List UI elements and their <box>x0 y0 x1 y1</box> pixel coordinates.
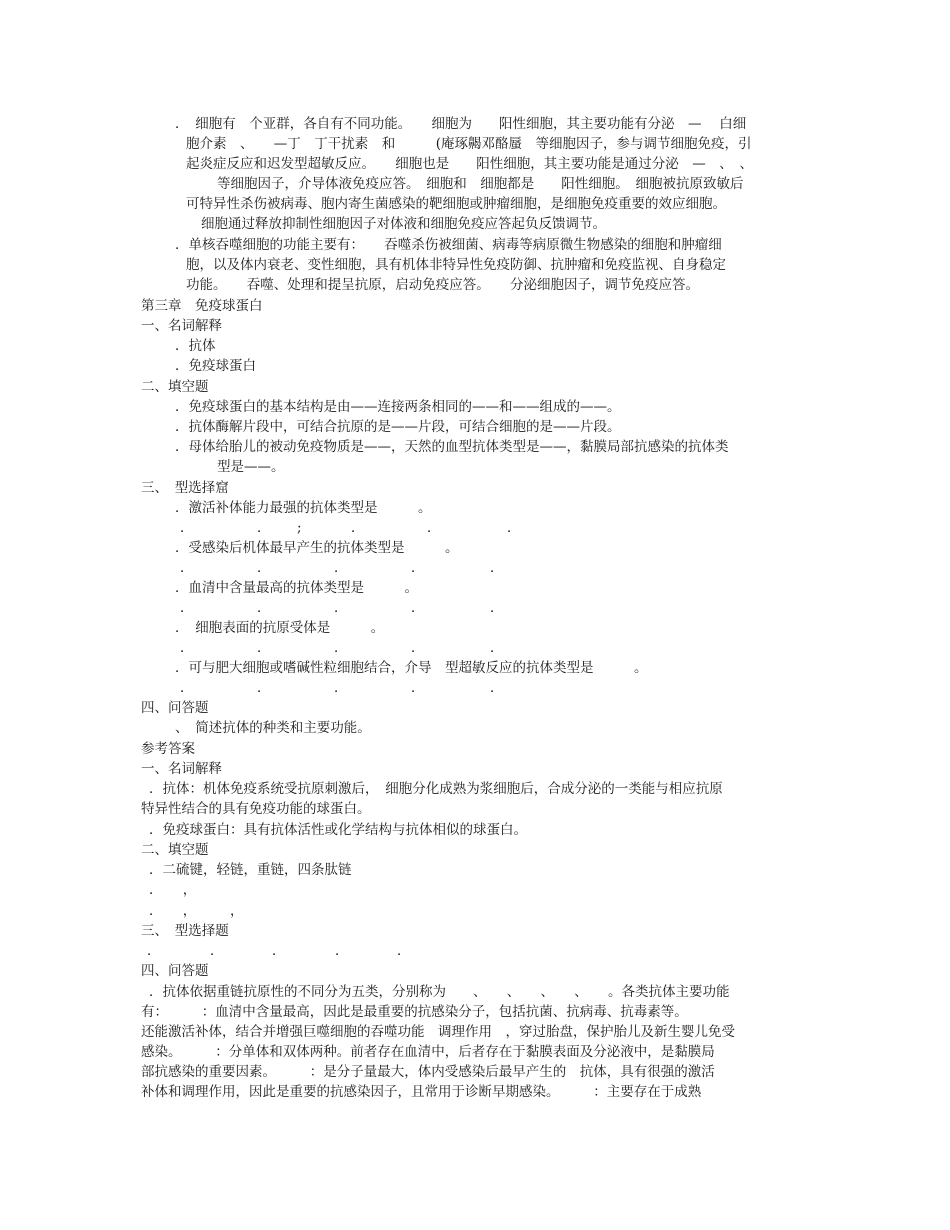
option-markers: ． ． ． ． ． <box>180 600 504 616</box>
question-item: ．受感染后机体最早产生的抗体类型是 。 <box>175 540 459 556</box>
option-markers: ． ． ． ． ． <box>147 943 411 959</box>
body-line: 功能。 吞噬、处理和提呈抗原，启动免疫应答。 分泌细胞因子，调节免疫应答。 <box>186 277 699 293</box>
body-line: 胞介素 、 —丁 丁干扰素 和 (庵琢齃邓酪蜃 等细胞因子，参与调节细胞免疫，引 <box>186 136 752 152</box>
question-item: ．免疫球蛋白 <box>175 358 256 374</box>
question-item: ．母体给胎儿的被动免疫物质是——，天然的血型抗体类型是——，黏膜局部抗感染的抗体类 <box>175 439 729 455</box>
answer-line: ． ， ， <box>149 903 244 919</box>
question-item: ．激活补体能力最强的抗体类型是 。 <box>175 500 432 516</box>
body-line: 胞，以及体内衰老、变性细胞，具有机体非特异性免疫防御、抗肿瘤和免疫监视、自身稳定 <box>186 257 726 273</box>
question-item: 、 简述抗体的种类和主要功能。 <box>175 720 371 736</box>
question-item: 型是——。 <box>217 459 285 475</box>
answer-line: 感染。 ：分单体和双体两种。前者存在血清中，后者存在于黏膜表面及分泌液中，是黏膜局 <box>141 1044 715 1060</box>
answer-line: ．抗体：机体免疫系统受抗原刺激后， 细胞分化成熟为浆细胞后，合成分泌的一类能与相应抗原 <box>149 781 723 797</box>
section-heading: 四、问答题 <box>141 700 209 716</box>
body-line: 起炎症反应和迟发型超敏反应。 细胞也是 阳性细胞，其主要功能是通过分泌 — 、 、 <box>186 156 753 172</box>
answer-line: 有： ：血清中含量最高，因此是最重要的抗感染分子，包括抗菌、抗病毒、抗毒素等。 <box>141 1004 688 1020</box>
body-line: 等细胞因子，介导体液免疫应答。 细胞和 细胞都是 阳性细胞。 细胞被抗原致敏后 <box>217 176 744 192</box>
option-markers: ． ． ; ． ． ． <box>180 520 521 536</box>
answer-line: ．免疫球蛋白：具有抗体活性或化学结构与抗体相似的球蛋白。 <box>149 822 527 838</box>
answers-title: 参考答案 <box>141 741 195 757</box>
section-heading: 一、名词解释 <box>141 761 222 777</box>
question-item: ．抗体 <box>175 338 216 354</box>
option-markers: ． ． ． ． ． <box>180 640 504 656</box>
section-heading: 三、 型选择窟 <box>141 480 229 496</box>
answer-line: 补体和调理作用，因此是重要的抗感染因子，且常用于诊断早期感染。 ：主要存在于成熟 <box>141 1084 702 1100</box>
body-line: 可特异性杀伤被病毒、胞内寄生菌感染的靶细胞或肿瘤细胞，是细胞免疫重要的效应细胞。 <box>186 196 726 212</box>
body-line: ．单核吞噬细胞的功能主要有： 吞噬杀伤被细菌、病毒等病原微生物感染的细胞和肿瘤细 <box>175 237 722 253</box>
question-item: ．血清中含量最高的抗体类型是 。 <box>175 580 418 596</box>
answer-line: 部抗感染的重要因素。 ：是分子量最大，体内受感染后最早产生的 抗体，具有很强的激活 <box>141 1064 715 1080</box>
section-heading: 一、名词解释 <box>141 318 222 334</box>
answer-line: ．二硫键，轻链，重链，四条肽链 <box>149 862 352 878</box>
question-item: ． 细胞表面的抗原受体是 。 <box>175 620 385 636</box>
answer-line: ．抗体依据重链抗原性的不同分为五类，分别称为 、 、 、 、 。各类抗体主要功能 <box>149 984 730 1000</box>
question-item: ．抗体酶解片段中，可结合抗原的是——片段，可结合细胞的是——片段。 <box>175 419 621 435</box>
chapter-title: 第三章 免疫球蛋白 <box>141 298 263 314</box>
question-item: ．可与肥大细胞或嗜碱性粒细胞结合，介导 型超敏反应的抗体类型是 。 <box>175 660 648 676</box>
section-heading: 二、填空题 <box>141 842 209 858</box>
answer-line: ． ， <box>149 882 197 898</box>
answer-line: 特异性结合的具有免疫功能的球蛋白。 <box>141 801 371 817</box>
section-heading: 四、问答题 <box>141 963 209 979</box>
question-item: ．免疫球蛋白的基本结构是由——连接两条相同的——和——组成的——。 <box>175 399 621 415</box>
section-heading: 三、 型选择题 <box>141 923 229 939</box>
body-line: ． 细胞有 个亚群，各自有不同功能。 细胞为 阳性细胞，其主要功能有分泌 — 白细 <box>175 116 747 132</box>
option-markers: ． ． ． ． ． <box>180 560 504 576</box>
body-line: 细胞通过释放抑制性细胞因子对体液和细胞免疫应答起负反馈调节。 <box>201 216 606 232</box>
section-heading: 二、填空题 <box>141 379 209 395</box>
answer-line: 还能激活补体，结合并增强巨噬细胞的吞噬功能 调理作用 ，穿过胎盘，保护胎儿及新生婴儿免受 <box>141 1024 735 1040</box>
option-markers: ． ． ． ． ． <box>180 680 504 696</box>
